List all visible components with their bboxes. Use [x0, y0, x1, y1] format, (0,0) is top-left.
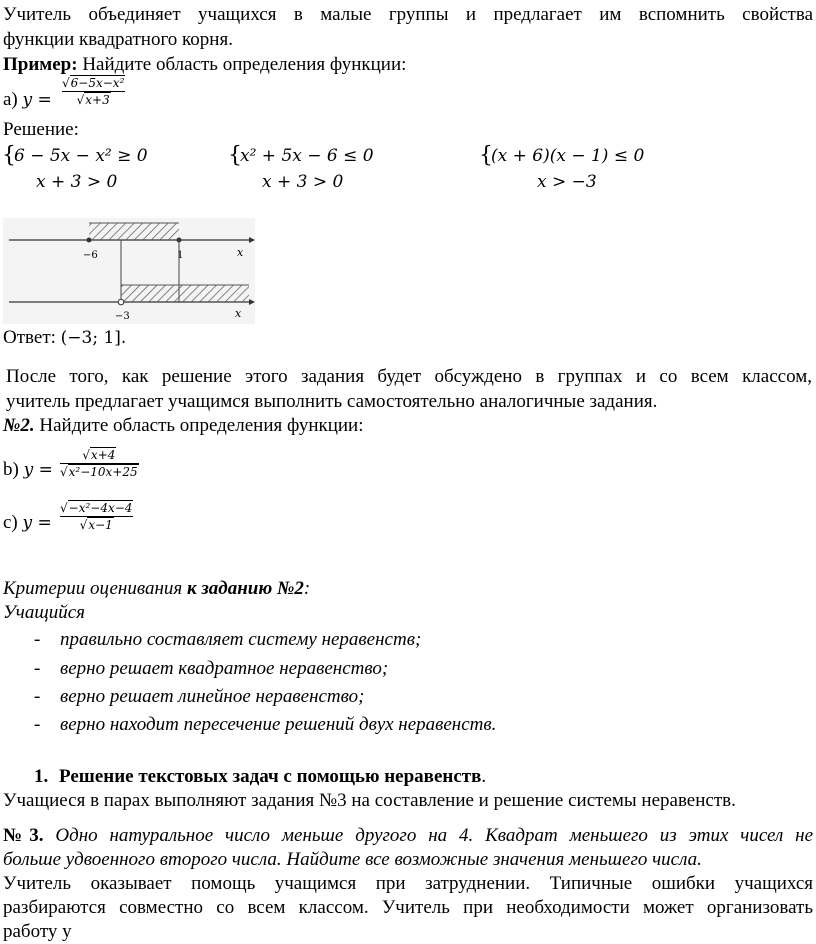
task2-text: Найдите область определения функции:	[34, 415, 364, 436]
brace-top-1: {	[2, 143, 16, 168]
item-c-y-equals: y =	[22, 513, 52, 533]
example-heading	[3, 53, 406, 77]
task2-item-b	[3, 458, 53, 482]
criteria-dash-1: -	[34, 629, 41, 650]
intro-line-1: Учитель объединяет учащихся в малые группы и предлагает им вспомнить свойства	[3, 4, 813, 25]
task2-number: №2.	[3, 415, 35, 436]
system-1-ineq-1: 6 − 5x − x² ≥ 0	[14, 146, 148, 166]
task3-line-4: разбираются совместно со всем классом. Учитель при необходимости может организовать	[3, 897, 813, 918]
top-axis-x-label: x	[237, 246, 244, 259]
task3-line-1	[3, 824, 813, 848]
intro-line-2: функции квадратного корня.	[3, 29, 233, 50]
example-item-a	[3, 88, 52, 112]
system-1-ineq-2: x + 3 > 0	[36, 172, 118, 192]
criteria-dash-2: -	[34, 658, 41, 679]
number-line-figure	[3, 218, 255, 324]
fraction-denominator: √x+3	[76, 93, 110, 107]
item-b-den-radicand: x²−10x+25	[68, 465, 138, 479]
task3-line-5: работу у	[3, 921, 72, 942]
tick-1-label: 1	[177, 250, 184, 261]
item-b-y-equals: y =	[23, 460, 53, 480]
answer	[3, 326, 126, 350]
criteria-item-2: верно решает квадратное неравенство;	[60, 658, 389, 679]
task2-heading	[3, 414, 364, 438]
task3-line-2: больше удвоенного второго числа. Найдите все возможные значения меньшего числа.	[3, 849, 702, 870]
task3-number: №3.	[3, 825, 44, 846]
fraction-numerator: √6−5x−x²	[62, 76, 125, 90]
answer-label: Ответ:	[3, 327, 56, 348]
after-text-line-1: После того, как решение этого задания будет обсуждено в группах и со всем классом,	[6, 366, 812, 387]
item-c-den-radicand: x−1	[88, 518, 113, 532]
point-neg3-open	[118, 299, 124, 305]
item-c-label: c)	[3, 512, 18, 533]
item-b-numerator: √x+4	[82, 448, 116, 462]
system-2-ineq-2: x + 3 > 0	[262, 172, 344, 192]
system-3-ineq-2: x > −3	[537, 172, 597, 192]
system-1	[14, 143, 148, 195]
top-hatch-region	[89, 223, 179, 240]
answer-value: (−3; 1].	[60, 328, 127, 348]
criteria-student: Учащийся	[3, 602, 85, 623]
criteria-dash-3: -	[34, 686, 41, 707]
brace-top-2: {	[228, 143, 242, 168]
item-b-fraction	[60, 448, 139, 479]
section1-pairs-text: Учащиеся в парах выполняют задания №3 на составление и решение системы неравенств.	[3, 790, 736, 811]
item-b-denominator: √x²−10x+25	[60, 465, 138, 479]
item-c-num-radicand: −x²−4x−4	[68, 501, 133, 515]
point-neg6	[87, 238, 92, 243]
system-3-ineq-1: (x + 6)(x − 1) ≤ 0	[491, 146, 645, 166]
item-c-denominator: √x−1	[79, 518, 113, 532]
bottom-axis-x-label: x	[235, 307, 242, 320]
section1-number: 1.	[34, 766, 49, 787]
example-task: Найдите область определения функции:	[77, 54, 407, 75]
task3-text-1: Одно натуральное число меньше другого на 4. Квадрат меньшего из этих чисел не	[43, 825, 813, 846]
brace-top-3: {	[479, 143, 493, 168]
task2-item-c	[3, 511, 52, 535]
item-b-num-radicand: x+4	[90, 448, 116, 462]
item-c-numerator: √−x²−4x−4	[60, 501, 133, 515]
item-a-label: а)	[3, 89, 18, 110]
bottom-hatch-region	[121, 285, 249, 302]
solution-label: Решение:	[3, 119, 79, 140]
example-label: Пример:	[3, 54, 78, 75]
criteria-title-part3: :	[303, 578, 311, 599]
denominator-radicand: x+3	[85, 93, 110, 107]
system-2	[240, 143, 374, 195]
section1-dot: .	[481, 766, 487, 787]
example-fraction	[62, 76, 125, 107]
y-equals: y =	[22, 90, 52, 110]
criteria-item-4: верно находит пересечение решений двух неравенств.	[60, 714, 497, 735]
after-text-line-2: учитель предлагает учащимся выполнить самостоятельно аналогичные задания.	[6, 391, 658, 412]
task3-line-3: Учитель оказывает помощь учащимся при затруднении. Типичные ошибки учащихся	[3, 873, 813, 894]
criteria-title-part1: Критерии оценивания	[3, 578, 187, 599]
criteria-item-1: правильно составляет систему неравенств;	[60, 629, 422, 650]
numerator-radicand: 6−5x−x²	[70, 76, 125, 90]
system-3	[491, 143, 644, 195]
criteria-title-part2: к заданию №2	[186, 578, 304, 599]
item-b-label: b)	[3, 459, 19, 480]
criteria-dash-4: -	[34, 714, 41, 735]
section1-title: Решение текстовых задач с помощью неравенств	[59, 766, 482, 787]
system-2-ineq-1: x² + 5x − 6 ≤ 0	[240, 146, 374, 166]
item-c-fraction	[60, 501, 133, 532]
criteria-title	[3, 577, 310, 601]
criteria-item-3: верно решает линейное неравенство;	[60, 686, 365, 707]
section1-heading	[34, 765, 486, 789]
tick-neg3-label: −3	[115, 311, 130, 322]
tick-neg6-label: −6	[83, 250, 98, 261]
